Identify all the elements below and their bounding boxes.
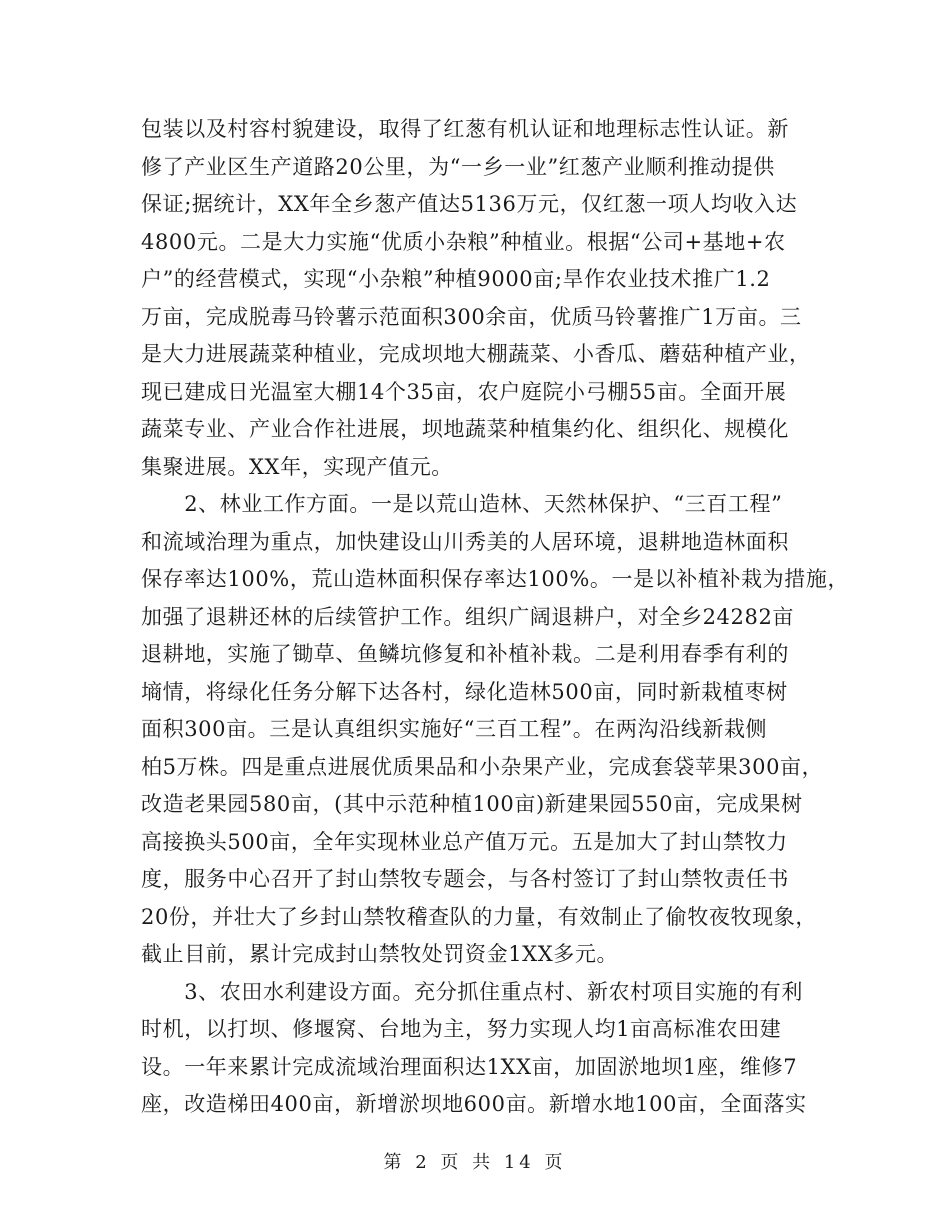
text-line: 面积300亩。三是认真组织实施好“三百工程”。在两沟沿线新栽侧 [141,717,768,741]
text-line: 保存率达100%，荒山造林面积保存率达100%。一是以补植补栽为措施， [141,567,850,591]
text-line: 修了产业区生产道路20公里，为“一乡一业”红葱产业顺利推动提供 [141,154,775,179]
text-line: 3、农田水利建设方面。充分抓住重点村、新农村项目实施的有利 [141,979,803,1004]
text-line: 改造老果园580亩，(其中示范种植100亩)新建果园550亩，完成果树 [141,792,803,816]
text-line: 万亩，完成脱毒马铃薯示范面积300余亩，优质马铃薯推广1万亩。三 [141,304,802,329]
text-line: 时机，以打坝、修堰窝、台地为主，努力实现人均1亩高标准农田建 [141,1017,782,1041]
text-line: 20份，并壮大了乡封山禁牧稽查队的力量，有效制止了偷牧夜牧现象， [141,904,817,929]
body-text [141,111,850,1124]
text-line: 包装以及村容村貌建设，取得了红葱有机认证和地理标志性认证。新 [141,117,789,141]
text-line: 高接换头500亩，全年实现林业总产值万元。五是加大了封山禁牧力 [141,829,788,854]
text-line: 保证;据统计，XX年全乡葱产值达5136万元，仅红葱一项人均收入达 [141,192,798,216]
text-line: 加强了退耕还林的后续管护工作。组织广阔退耕户，对全乡24282亩 [141,604,795,629]
page-number: 第 2 页 共 14 页 [383,1152,567,1173]
text-line: 2、林业工作方面。一是以荒山造林、天然林保护、“三百工程” [141,492,783,516]
text-line: 座，改造梯田400亩，新增淤坝地600亩。新增水地100亩，全面落实 [141,1092,807,1116]
page-footer [0,1151,950,1175]
text-line: 设。一年来累计完成流域治理面积达1XX亩，加固淤地坝1座，维修7 [141,1054,798,1079]
text-line: 和流域治理为重点，加快建设山川秀美的人居环境，退耕地造林面积 [141,529,789,554]
text-line: 蔬菜专业、产业合作社进展，坝地蔬菜种植集约化、组织化、规模化 [141,417,789,441]
text-line: 墒情，将绿化任务分解下达各村，绿化造林500亩，同时新栽植枣树 [141,679,788,704]
text-line: 户”的经营模式，实现“小杂粮”种植9000亩;旱作农业技术推广1.2 [141,267,771,291]
text-line: 集聚进展。XX年，实现产值元。 [141,454,453,479]
text-line: 4800元。二是大力实施“优质小杂粮”种植业。根据“公司+基地+农 [141,229,786,254]
text-line: 截止目前，累计完成封山禁牧处罚资金1XX多元。 [141,942,619,966]
text-line: 是大力进展蔬菜种植业，完成坝地大棚蔬菜、小香瓜、蘑菇种植产业， [141,342,811,366]
text-line: 柏5万株。四是重点进展优质果品和小杂果产业，完成套袋苹果300亩， [141,754,824,779]
text-line: 退耕地，实施了锄草、鱼鳞坑修复和补植补栽。二是利用春季有利的 [141,642,789,666]
text-line: 度，服务中心召开了封山禁牧专题会，与各村签订了封山禁牧责任书 [141,867,789,891]
text-line: 现已建成日光温室大棚14个35亩，农户庭院小弓棚55亩。全面开展 [141,379,787,404]
